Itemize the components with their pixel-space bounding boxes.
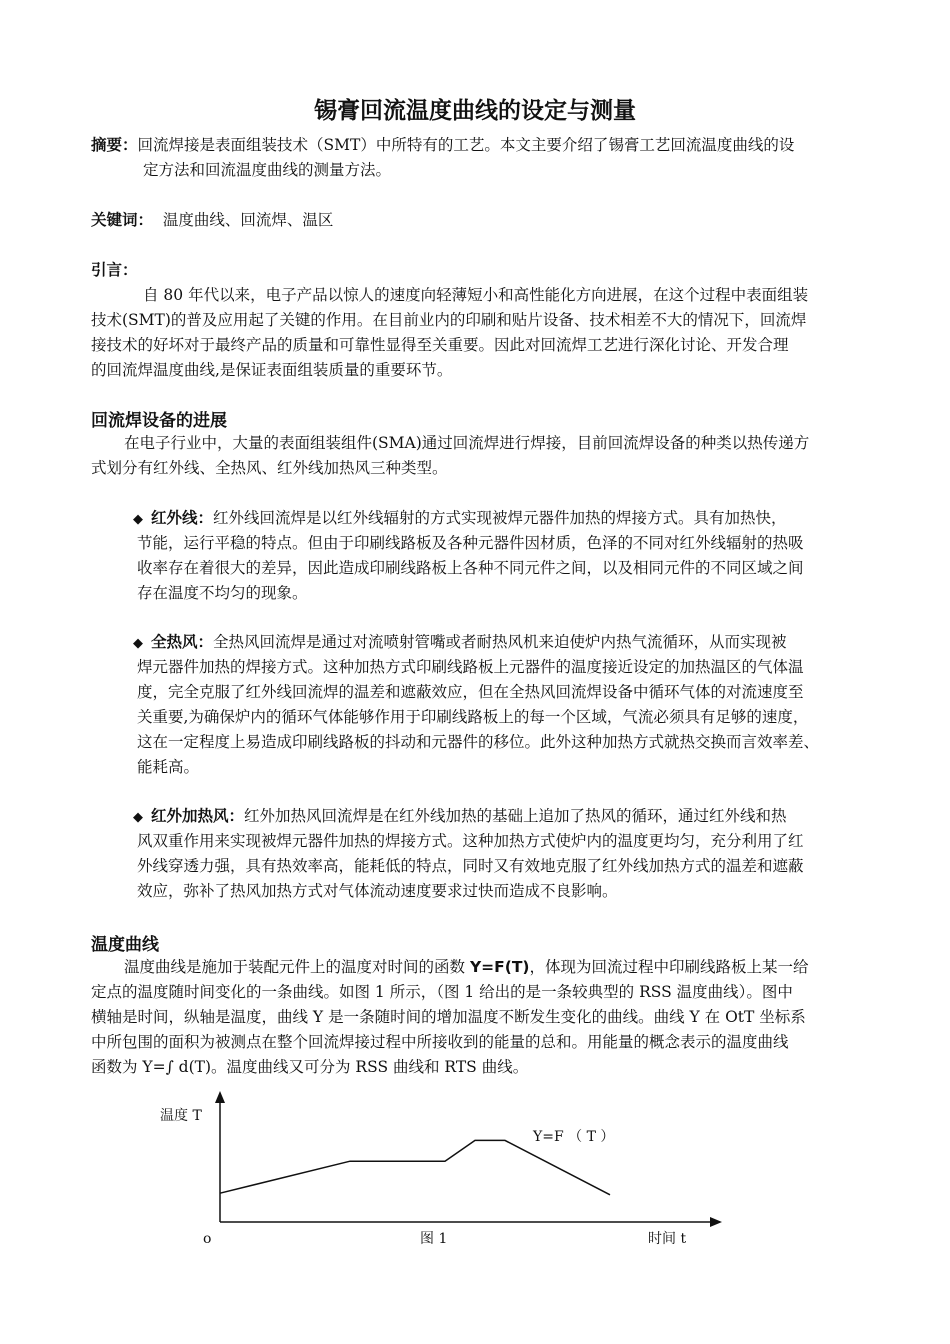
section2-text: ，体现为回流过程中印刷线路板上某一给 (529, 958, 809, 976)
bullet-text: 红外加热风回流焊是在红外线加热的基础上追加了热风的循环，通过红外线和热 (244, 807, 787, 825)
diamond-bullet-icon: ◆ (133, 810, 143, 825)
bullet-infrared-hot-air-line-2: 风双重作用来实现被焊元器件加热的焊接方式。这种加热方式使炉内的温度更均匀，充分利用了红 (137, 832, 804, 850)
abstract-line-2: 定方法和回流温度曲线的测量方法。 (143, 161, 392, 179)
diamond-bullet-icon: ◆ (133, 636, 143, 651)
keywords-text: 温度曲线、回流焊、温区 (162, 211, 334, 229)
intro-line-1: 自 80 年代以来，电子产品以惊人的速度向轻薄短小和高性能化方向进展，在这个过程中表面组装 (143, 286, 809, 304)
bullet-full-hot-air-line-5: 这在一定程度上易造成印刷线路板的抖动和元器件的移位。此外这种加热方式就热交换而言效率差、 (137, 733, 820, 751)
document-title: 锡膏回流温度曲线的设定与测量 (314, 98, 636, 124)
section-heading-temperature-curve: 温度曲线 (91, 935, 159, 955)
intro-line-3: 接技术的好坏对于最终产品的质量和可靠性显得至关重要。因此对回流焊工艺进行深化讨论、开发合理 (91, 336, 789, 354)
bullet-label: 全热风： (151, 633, 214, 651)
bullet-label: 红外加热风： (151, 807, 245, 825)
section2-line-5: 函数为 Y=∫ d(T)。温度曲线又可分为 RSS 曲线和 RTS 曲线。 (91, 1058, 529, 1076)
bullet-full-hot-air-line-6: 能耗高。 (137, 758, 200, 776)
origin-label: o (203, 1231, 212, 1247)
bullet-text: 全热风回流焊是通过对流喷射管嘴或者耐热风机来迫使炉内热气流循环，从而实现被 (213, 633, 787, 651)
section2-line-2: 定点的温度随时间变化的一条曲线。如图 1 所示，（图 1 给出的是一条较典型的 RSS 温度曲线）。图中 (91, 983, 793, 1001)
temperature-curve-line (220, 1140, 610, 1194)
bullet-infrared-hot-air-line-4: 效应，弥补了热风加热方式对气体流动速度要求过快而造成不良影响。 (137, 882, 618, 900)
section1-line-2: 式划分有红外线、全热风、红外线加热风三种类型。 (91, 459, 448, 477)
x-axis-arrow-icon (710, 1217, 722, 1227)
x-axis-label: 时间 t (648, 1231, 687, 1247)
bullet-label: 红外线： (151, 509, 214, 527)
bullet-infrared-hot-air-line-3: 外线穿透力强，具有热效率高，能耗低的特点，同时又有效地克服了红外线加热方式的温差和遮蔽 (137, 857, 804, 875)
abstract-text: 回流焊接是表面组装技术（SMT）中所特有的工艺。本文主要介绍了锡膏工艺回流温度曲线的设 (137, 136, 795, 154)
intro-line-4: 的回流焊温度曲线,是保证表面组装质量的重要环节。 (91, 361, 453, 379)
bullet-full-hot-air-line-2: 焊元器件加热的焊接方式。这种加热方式印刷线路板上元器件的温度接近设定的加热温区的气体温 (137, 658, 804, 676)
section2-line-3: 横轴是时间，纵轴是温度，曲线 Y 是一条随时间的增加温度不断发生变化的曲线。曲线 Y 在 OtT 坐标系 (91, 1008, 806, 1026)
figure-caption: 图 1 (420, 1231, 448, 1247)
section-heading-reflow-equipment: 回流焊设备的进展 (91, 411, 227, 431)
keywords-label: 关键词： (91, 211, 154, 229)
section2-text: 温度曲线是施加于装配元件上的温度对时间的函数 (124, 958, 470, 976)
curve-label: Y=F （ T ） (533, 1129, 615, 1145)
section2-line-4: 中所包围的面积为被测点在整个回流焊接过程中所接收到的能量的总和。用能量的概念表示的温度曲线 (91, 1033, 789, 1051)
intro-line-2: 技术(SMT)的普及应用起了关键的作用。在目前业内的印刷和贴片设备、技术相差不大的情况下，回流焊 (91, 311, 807, 329)
bullet-infrared-line-3: 收率存在着很大的差异，因此造成印刷线路板上各种不同元件之间，以及相同元件的不同区域之间 (137, 559, 804, 577)
bullet-full-hot-air-line-4: 关重要,为确保炉内的循环气体能够作用于印刷线路板上的每一个区域，气流必须具有足够的速度， (137, 708, 809, 726)
y-axis-label: 温度 T (160, 1108, 202, 1124)
abstract-label: 摘要： (91, 136, 138, 154)
diamond-bullet-icon: ◆ (133, 512, 143, 527)
bullet-full-hot-air-line-3: 度，完全克服了红外线回流焊的温差和遮蔽效应，但在全热风回流焊设备中循环气体的对流速度至 (137, 683, 804, 701)
y-axis-arrow-icon (215, 1091, 225, 1103)
bullet-infrared-line-2: 节能，运行平稳的特点。但由于印刷线路板及各种元器件因材质，色泽的不同对红外线辐射的热吸 (137, 534, 804, 552)
bullet-infrared-line-4: 存在温度不均匀的现象。 (137, 584, 308, 602)
section1-line-1: 在电子行业中，大量的表面组装组件(SMA)通过回流焊进行焊接，目前回流焊设备的种类以热传递方 (124, 434, 810, 452)
intro-label: 引言： (91, 261, 138, 279)
bullet-text: 红外线回流焊是以红外线辐射的方式实现被焊元器件加热的焊接方式。具有加热快， (213, 509, 787, 527)
formula-text: Y=F(T) (469, 958, 530, 976)
